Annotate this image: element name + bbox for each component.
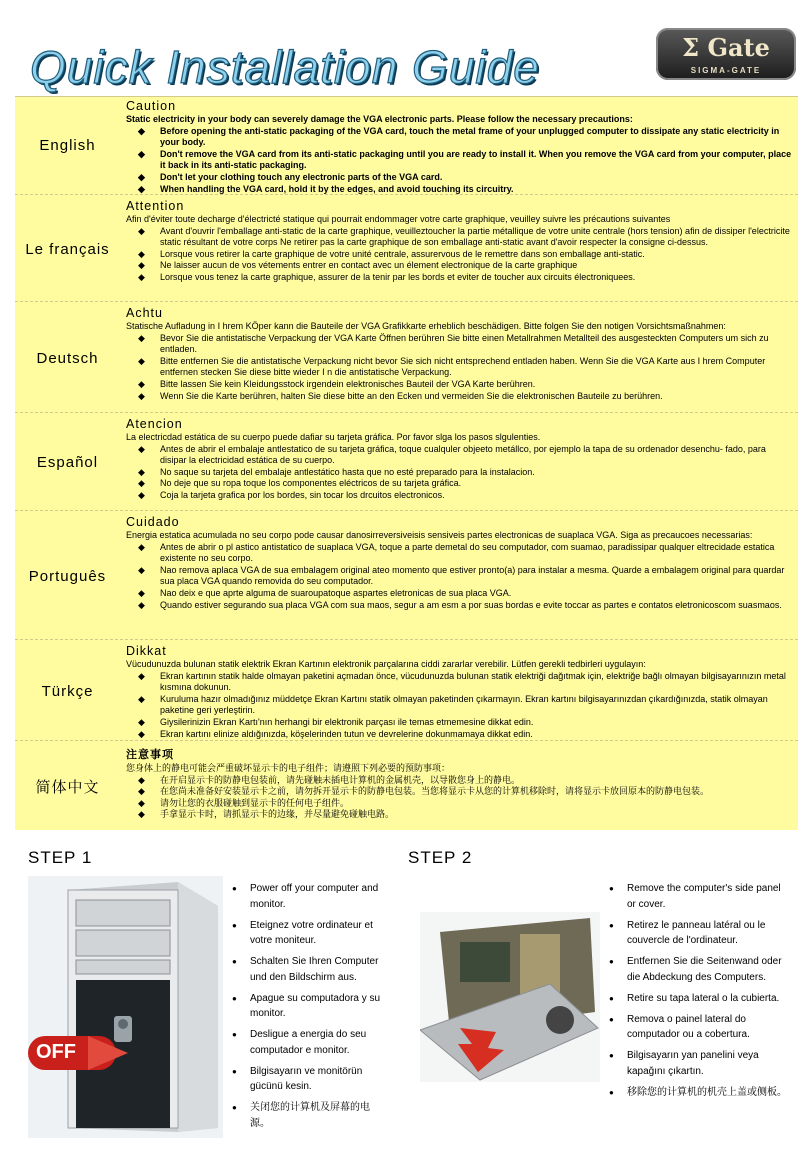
section-content: [126, 644, 792, 740]
section-heading: Dikkat: [126, 644, 167, 658]
list-item: ◆ Giysilerinizin Ekran Kartı'nın herhangi bir elektronik parçası ile temas etmemesine dikkat edin.: [126, 717, 792, 729]
section-intro: La electricdad estática de su cuerpo puede dafiar su tarjeta gráfica. Por favor slga los pasos slgulenties.: [126, 432, 541, 442]
list-item: ◆ Antes de abrir o pl astico antistatico de suaplaca VGA, toque a parte demetal do seu computador, com suamao, paradissipar qualquer eltrecidade estatica existente no seu corpo.: [126, 542, 792, 565]
list-item: ◆ No saque su tarjeta del embalaje antlestático hasta que no esté preparado para la instalacion.: [126, 467, 792, 479]
precaution-list: [126, 542, 792, 612]
list-item: ◆ 请勿让您的衣服碰触到显示卡的任何电子组件。: [126, 798, 792, 810]
list-item: ◆ When handling the VGA card, hold it by the edges, and avoid touching its circuitry.: [126, 184, 792, 196]
language-label: English: [39, 137, 96, 154]
list-item: ● 移除您的计算机的机壳上盖或侧板。: [609, 1085, 789, 1101]
list-item: ◆ Wenn Sie die Karte berühren, halten Sie diese bitte an den Ecken und vermeiden Sie die elektronischen Bauteile zu berühren.: [126, 391, 792, 403]
section-content: [126, 199, 792, 284]
list-item: ◆ Bitte lassen Sie kein Kleidungsstock irgendein elektronisches Bauteil der VGA Karte berühren.: [126, 379, 792, 391]
list-item: ● Retire su tapa lateral o la cubierta.: [609, 991, 789, 1007]
page-title: Quick Installation Guide: [30, 41, 540, 93]
list-item: ◆ 在开启显示卡的防静电包装前，请先碰触未插电计算机的金属机壳，以导散您身上的静电。: [126, 775, 792, 787]
section-heading: Caution: [126, 99, 177, 113]
list-item: ● Apague su computadora y su monitor.: [232, 991, 382, 1022]
language-label: Türkçe: [41, 682, 94, 700]
list-item: ◆ Nao remova aplaca VGA de sua embalagem original ateo momento que estiver pronto(a) para instalar a mesma. Quarde a embalagem original para quardar sua placa VGA quando removida do seu computador.: [126, 565, 792, 588]
section-heading: Atencion: [126, 417, 183, 431]
list-item: ● Remova o painel lateral do computador ou a cobertura.: [609, 1012, 789, 1043]
step-1-heading: STEP 1: [28, 848, 93, 867]
section-intro: Statische Aufladung in I hrem KÖper kann die Bauteile der VGA Grafikkarte erheblich beschädigen. Bitte folgen Sie den notigen Vorsichtsmaßnahmen:: [126, 321, 726, 331]
list-item: ◆ Don't remove the VGA card from its anti-static packaging until you are ready to install it. When you remove the VGA card from your computer, place it back in its anti-static packaging.: [126, 149, 792, 172]
section-german: [15, 304, 798, 413]
list-item: ◆ Lorsque vous tenez la carte graphique, assurer de la tenir par les bords et eviter de toucher aux circuits électroniquees.: [126, 272, 792, 284]
list-item: ◆ Quando estiver segurando sua placa VGA com sua maos, segur a am esm a por suas bordas e evite toccar as partes e contatos eletronicoscom suasmaos.: [126, 600, 792, 612]
list-item: ◆ Kuruluma hazır olmadığınız müddetçe Ekran Kartını statik olmayan paketinden çıkarmayın. Ekran kartını bilgisayarınızdan çıkardığınızda, statik olmayan paketine geri yerleştirin.: [126, 694, 792, 717]
list-item: ● Entfernen Sie die Seitenwand oder die Abdeckung des Computers.: [609, 954, 789, 985]
section-content: [126, 99, 792, 195]
list-item: ● Remove the computer's side panel or cover.: [609, 881, 789, 912]
open-computer-image: [420, 912, 600, 1082]
list-item: ◆ Ekran kartının statik halde olmayan paketini açmadan önce, vücudunuzda bulunan statik elektriği dağıtmak için, elektriğe bağlı olmayan bilgisayarınızın metal kısmına dokunun.: [126, 671, 792, 694]
section-heading: Achtu: [126, 306, 163, 320]
list-item: ◆ Before opening the anti-static packaging of the VGA card, touch the metal frame of your unplugged computer to dissipate any static electricity in your body.: [126, 126, 792, 149]
language-label: 简体中文: [35, 779, 100, 796]
section-intro: Static electricity in your body can severely damage the VGA electronic parts. Please follow the necessary precautions:: [126, 114, 633, 124]
list-item: ◆ Ne laisser aucun de vos vétements entrer en contact avec un élement electronique de la carte graphique: [126, 260, 792, 272]
list-item: ● Power off your computer and monitor.: [232, 881, 382, 912]
list-item: ◆ 手拿显示卡时，请抓显示卡的边缘，并尽量避免碰触电路。: [126, 809, 792, 821]
section-intro: Afin d'éviter toute decharge d'électricté statique qui pourrait endommager votre carte graphique, veuilley suivre les précautions suivantes: [126, 214, 671, 224]
step-1-instructions: [232, 881, 382, 1137]
section-english: [15, 97, 798, 195]
section-content: [126, 748, 792, 821]
section-portuguese: [15, 513, 798, 640]
section-content: [126, 417, 792, 502]
section-spanish: [15, 415, 798, 511]
section-intro: Vücudunuzda bulunan statik elektrik Ekran Kartının elektronik parçalarına ciddi zararlar verebilir. Lütfen gerekli tedbirleri uygulayın:: [126, 659, 646, 669]
computer-tower-image: [28, 876, 223, 1138]
precaution-list: [126, 126, 792, 196]
logo-subtext: SIGMA-GATE: [690, 66, 762, 75]
section-heading: 注意事项: [126, 749, 174, 761]
list-item: ◆ 在您尚未准备好安装显示卡之前，请勿拆开显示卡的防静电包装。当您将显示卡从您的计算机移除时，请将显示卡放回原本的防静电包装。: [126, 786, 792, 798]
section-heading: Attention: [126, 199, 185, 213]
list-item: ◆ No deje que su ropa toque los componentes eléctricos de su tarjeta gráfica.: [126, 478, 792, 490]
section-french: [15, 197, 798, 302]
list-item: ◆ Coja la tarjeta grafica por los bordes, sin tocar los drcuitos electronicos.: [126, 490, 792, 502]
list-item: ◆ Bitte entfernen Sie die antistatische Verpackung nicht bevor Sie sich nicht entsprechend entladen haben. Wenn Sie die VGA Karte aus I hrem Computer entfernen stecken Sie diese bitte wieder I n die antistatische Verpackung.: [126, 356, 792, 379]
language-label: Español: [36, 454, 99, 471]
list-item: ◆ Bevor Sie die antistatische Verpackung der VGA Karte Öffnen berühren Sie bitte einen Metallrahmen Metallteil des ausgesteckten Computers um sich zu entladen.: [126, 333, 792, 356]
step-2-heading: STEP 2: [408, 848, 473, 867]
precaution-list: [126, 775, 792, 821]
sigma-gate-logo: [656, 28, 796, 80]
language-label: Português: [28, 567, 107, 585]
off-label: OFF: [36, 1041, 76, 1063]
logo-wordmark: Σ Gate: [682, 33, 770, 62]
list-item: ◆ Ekran kartını elinize aldığınızda, köşelerinden tutun ve devrelerine dokunmamaya dikkat edin.: [126, 729, 792, 741]
list-item: ● Retirez le panneau latéral ou le couvercle de l'ordinateur.: [609, 918, 789, 949]
language-label: Le français: [25, 240, 110, 258]
section-chinese: [15, 743, 798, 830]
list-item: ● Desligue a energia do seu computador e monitor.: [232, 1027, 382, 1058]
list-item: ◆ Don't let your clothing touch any electronic parts of the VGA card.: [126, 172, 792, 184]
language-label: Deutsch: [36, 349, 99, 367]
list-item: ● Eteignez votre ordinateur et votre moniteur.: [232, 918, 382, 949]
section-intro: 您身体上的静电可能会严重破坏显示卡的电子组件；请遵照下列必要的预防事项：: [126, 763, 451, 773]
precaution-list: [126, 333, 792, 403]
list-item: ◆ Antes de abrir el embalaje antlestatico de su tarjeta gráfica, toque cualquler objeeto metállco, por ejemplo la tapa de su ordenador desenchu- fado, para disipar la electricidad estática de su cuerpo.: [126, 444, 792, 467]
list-item: ● Bilgisayarın yan panelini veya kapağını çıkartın.: [609, 1048, 789, 1079]
section-heading: Cuidado: [126, 515, 180, 529]
precaution-list: [126, 444, 792, 502]
list-item: ◆ Avant d'ouvrir l'emballage anti-static de la carte graphique, veuilleztoucher la partie métallique de votre unite centrale (hors tension) afin de dissiper l'electricite static résultant de votre corps Ne retirer pas la carte graphique de son emballage anti-static avant d'avoir respecter la consigne ci-dessus.: [126, 226, 792, 249]
section-intro: Energia estatica acumulada no seu corpo pode causar danosirreversiveisis sensiveis partes electronicas de suaplaca VGA. Siga as precaucoes necessarias:: [126, 530, 753, 540]
precaution-list: [126, 226, 792, 284]
list-item: ● 关闭您的计算机及屏幕的电源。: [232, 1100, 382, 1131]
list-item: ◆ Lorsque vous retirer la carte graphique de votre unité centrale, assurervous de le remettre dans son emballage anti-static.: [126, 249, 792, 261]
precaution-list: [126, 671, 792, 741]
list-item: ● Schalten Sie Ihren Computer und den Bildschirm aus.: [232, 954, 382, 985]
section-content: [126, 515, 792, 611]
list-item: ◆ Nao deix e que aprte alguma de suaroupatoque aspartes eletronicas de sua placa VGA.: [126, 588, 792, 600]
section-turkish: [15, 642, 798, 741]
precautions-table: [15, 96, 798, 830]
section-content: [126, 306, 792, 402]
list-item: ● Bilgisayarın ve monitörün gücünü kesin.: [232, 1064, 382, 1095]
step-2-instructions: [609, 881, 789, 1106]
